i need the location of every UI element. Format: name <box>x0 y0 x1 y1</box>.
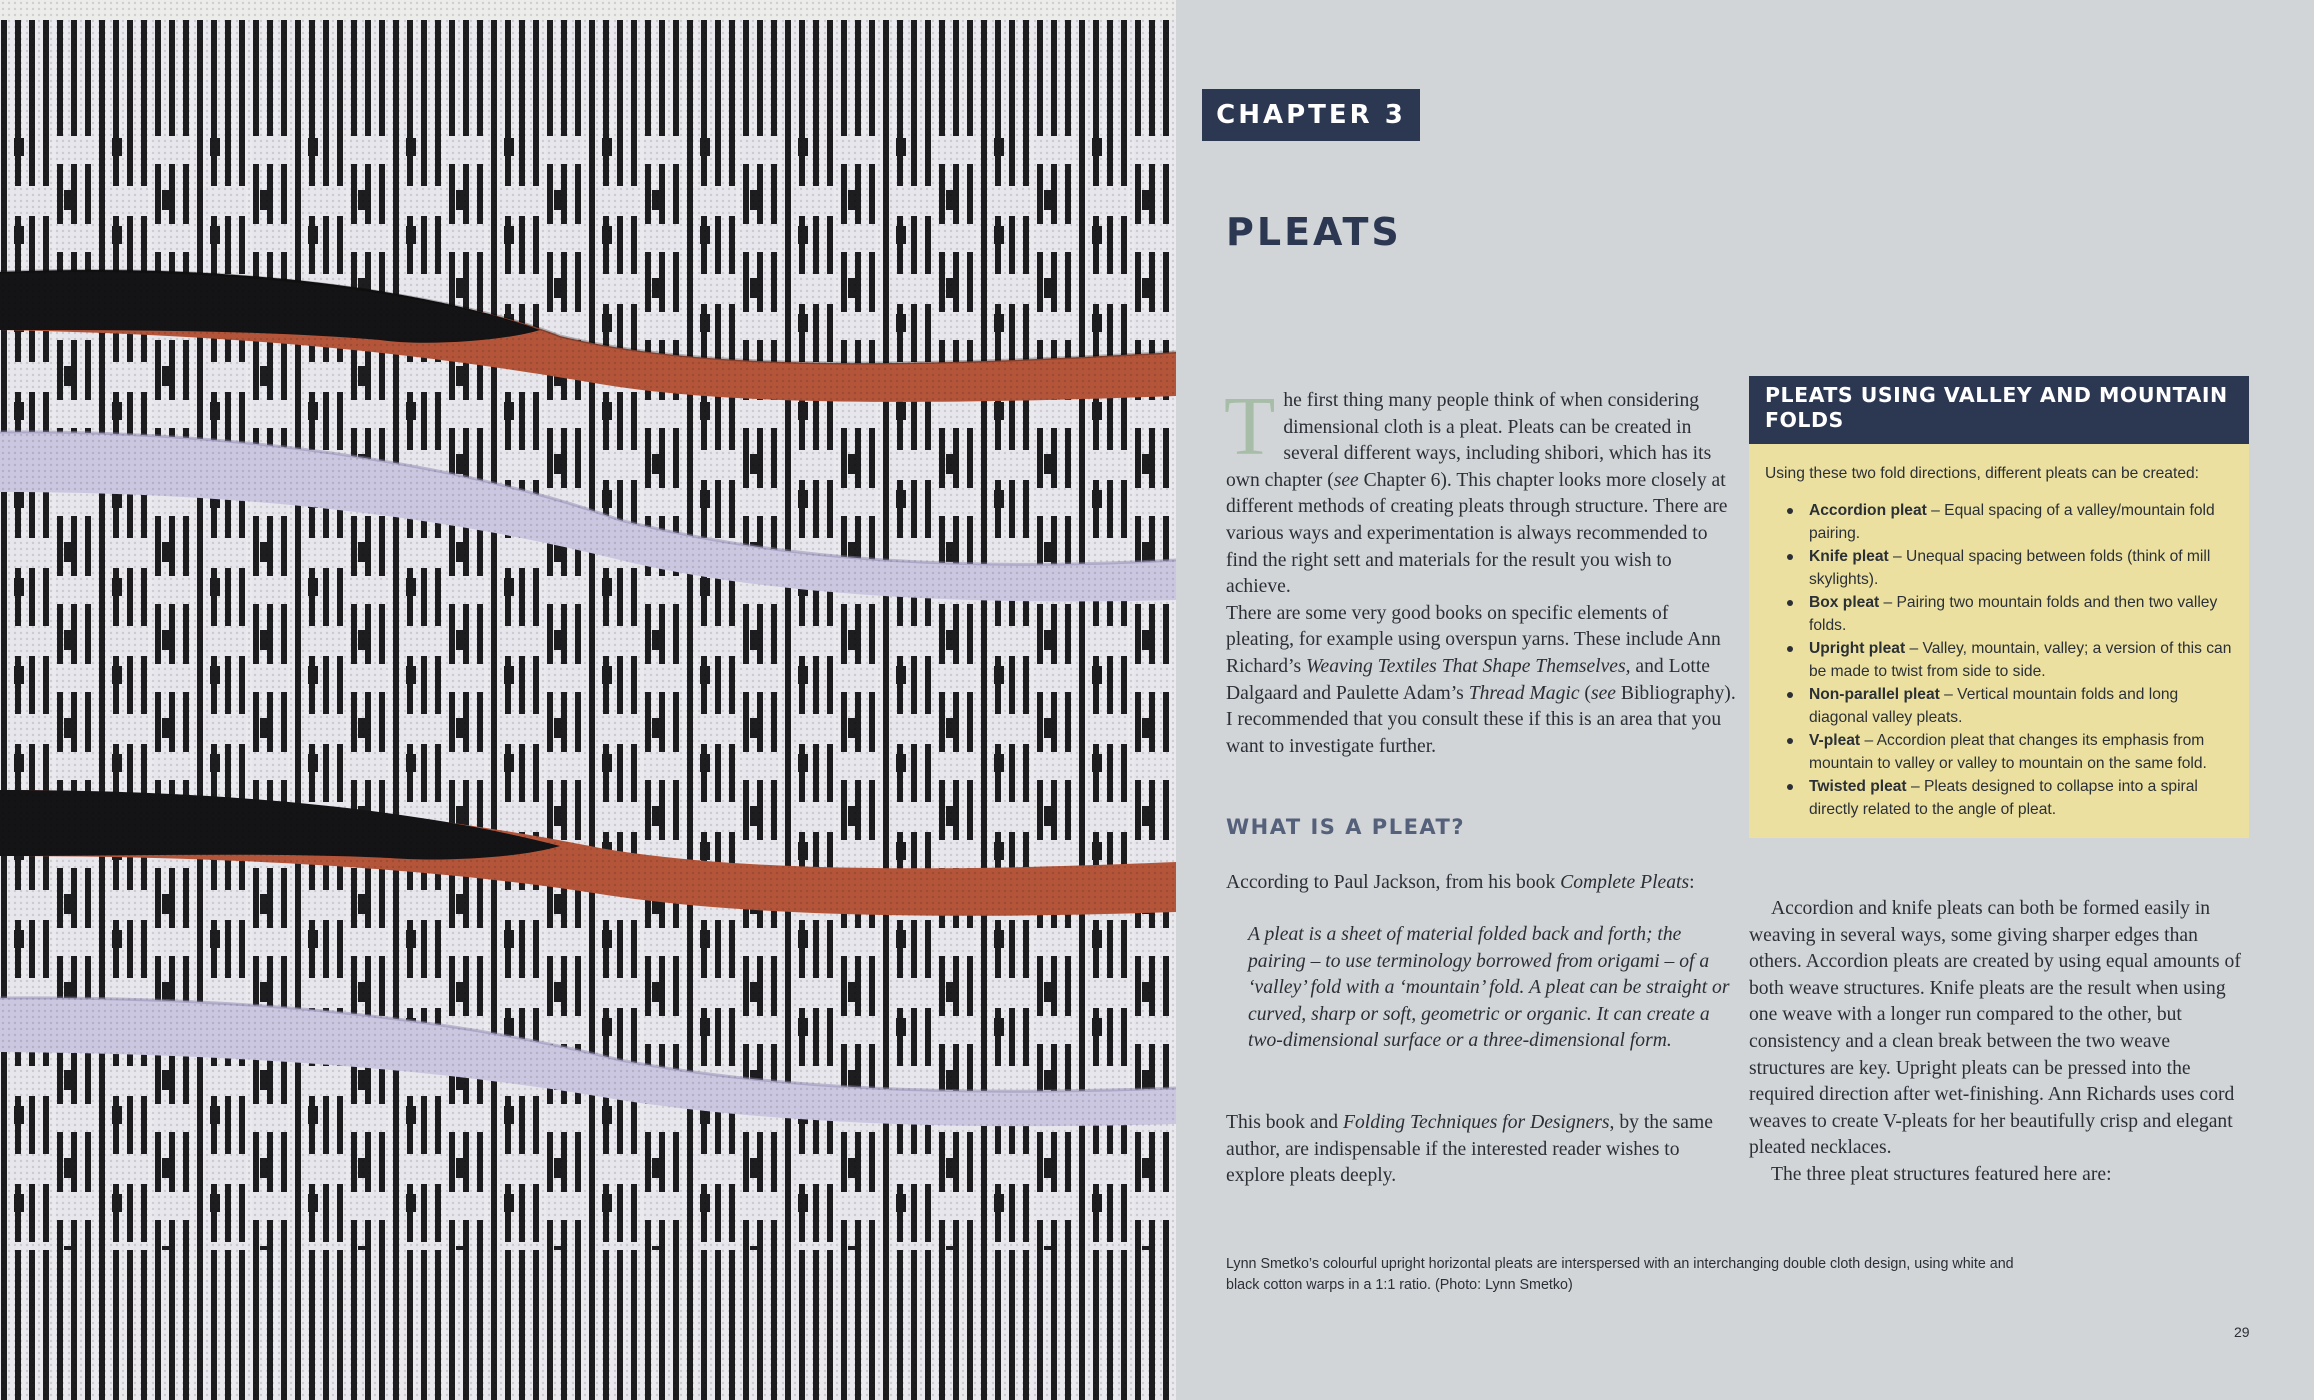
intro-paragraph-1: The first thing many people think of when considering dimensional cloth is a pleat. Pleats can be created in several different ways, including shibori, which has its own chapter (see Chapter 6). This chapter looks more closely at different methods of creating pleats through structure. There are various ways and experimentation is always recommended to find the right sett and materials for the result you wish to achieve. <box>1224 380 1728 598</box>
jackson-paragraph: According to Paul Jackson, from his book Complete Pleats: <box>1226 872 1695 893</box>
page-number: 29 <box>2234 1324 2250 1340</box>
book-title: Complete Pleats <box>1560 872 1690 893</box>
book-title: Folding Techniques for Designers <box>1343 1112 1610 1133</box>
page-title: PLEATS <box>1226 210 1402 254</box>
photo-caption: Lynn Smetko’s colourful upright horizontal pleats are interspersed with an interchanging double cloth design, using white and black cotton warps in a 1:1 ratio. (Photo: Lynn Smetko) <box>1226 1256 2014 1293</box>
list-item: Box pleat – Pairing two mountain folds and then two valley folds. <box>1809 591 2233 637</box>
list-item: Upright pleat – Valley, mountain, valley; a version of this can be made to twist from side to side. <box>1809 637 2233 683</box>
sidebar-heading: PLEATS USING VALLEY AND MOUNTAIN FOLDS <box>1749 376 2249 444</box>
right-column <box>1749 896 2249 1189</box>
book-title: Weaving Textiles That Shape Themselves, <box>1306 655 1631 677</box>
list-item: Accordion pleat – Equal spacing of a valley/mountain fold pairing. <box>1809 499 2233 545</box>
list-item: Twisted pleat – Pleats designed to collapse into a spiral directly related to the angle of pleat. <box>1809 775 2233 821</box>
sidebar-lead: Using these two fold directions, different pleats can be created: <box>1765 465 2199 482</box>
intro-paragraph-2: There are some very good books on specific elements of pleating, for example using overspun yarns. These include Ann Richard’s Weaving Textiles That Shape Themselves, and Lotte Dalgaard and Paulette Adam’s Thread Magic (see Bibliography). I recommended that you consult these if this is an area that you want to investigate further. <box>1226 602 1736 757</box>
list-item: V-pleat – Accordion pleat that changes its emphasis from mountain to valley or valley to mountain on the same fold. <box>1809 729 2233 775</box>
section-heading: WHAT IS A PLEAT? <box>1226 815 1466 839</box>
intro-section <box>1224 380 1736 760</box>
right-paragraph-1: Accordion and knife pleats can both be formed easily in weaving in several ways, some giving sharper edges than others. Accordion pleats are created by using equal amounts of both weave structures. Knife pleats are the result when using one weave with a longer run compared to the other, but consistency and a clean break between the two weave structures are key. Upright pleats can be pressed into the required direction after wet-finishing. Ann Richards uses cord weaves to create V-pleats for her beautifully crisp and elegant pleated necklaces. <box>1749 898 2241 1159</box>
block-quote: A pleat is a sheet of material folded back and forth; the pairing – to use terminology borrowed from origami – of a ‘valley’ fold with a ‘mountain’ fold. A pleat can be straight or curved, sharp or soft, geometric or organic. It can create a two-dimensional surface or a three-dimensional form. <box>1248 924 1730 1052</box>
chapter-label: CHAPTER 3 <box>1216 100 1406 130</box>
pleat-types-list <box>1765 499 2233 821</box>
text-page <box>1176 0 2314 1400</box>
book-title: Thread Magic <box>1468 682 1580 704</box>
drop-cap: T <box>1224 380 1276 473</box>
sidebar-box <box>1749 444 2249 838</box>
book-paragraph: This book and Folding Techniques for Designers, by the same author, are indispensable if the interested reader wishes to explore pleats deeply. <box>1226 1112 1713 1187</box>
list-item: Knife pleat – Unequal spacing between folds (think of mill skylights). <box>1809 545 2233 591</box>
list-item: Non-parallel pleat – Vertical mountain folds and long diagonal valley pleats. <box>1809 683 2233 729</box>
chapter-badge <box>1202 89 1420 141</box>
right-paragraph-2: The three pleat structures featured here are: <box>1771 1163 2112 1185</box>
